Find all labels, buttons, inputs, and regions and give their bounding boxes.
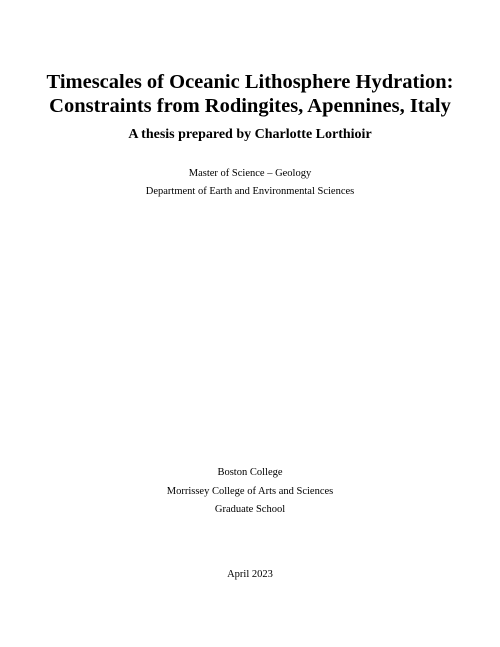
department-line: Department of Earth and Environmental Sciences xyxy=(145,186,355,197)
author-line: A thesis prepared by Charlotte Lorthioir xyxy=(128,127,372,142)
date-line: April 2023 xyxy=(227,569,273,580)
school-line: Graduate School xyxy=(214,504,286,515)
degree-line: Master of Science – Geology xyxy=(188,168,312,179)
college-line: Morrissey College of Arts and Sciences xyxy=(166,486,334,497)
institution-line: Boston College xyxy=(217,467,283,478)
thesis-title-line-2: Constraints from Rodingites, Apennines, Italy xyxy=(49,95,451,117)
thesis-title-line-1: Timescales of Oceanic Lithosphere Hydration: xyxy=(46,71,454,93)
